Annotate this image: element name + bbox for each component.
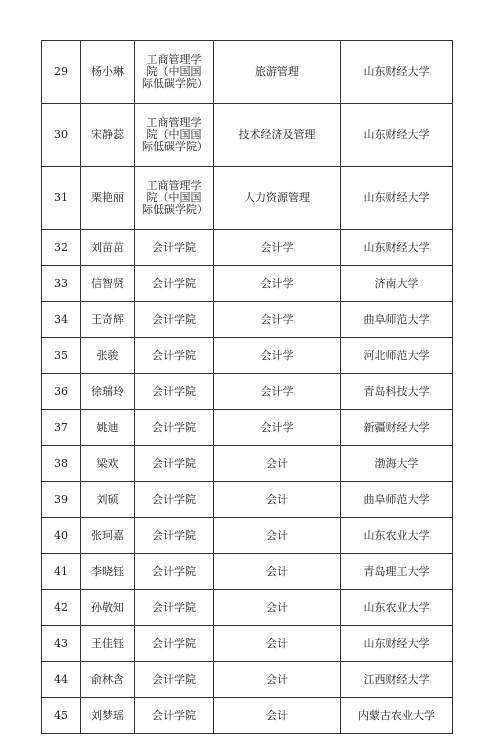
- graduate-school: 渤海大学: [341, 446, 453, 482]
- student-name: 刘硕: [81, 482, 135, 518]
- major: 会计: [214, 554, 341, 590]
- student-roster-table: [41, 40, 453, 734]
- college-name: 工商管理学院（中国国际低碳学院）: [142, 53, 208, 90]
- major: 会计: [214, 698, 341, 734]
- student-name: 姚迪: [81, 410, 135, 446]
- graduate-school: 济南大学: [341, 266, 453, 302]
- graduate-school: 曲阜师范大学: [341, 482, 453, 518]
- row-number: 43: [42, 626, 81, 662]
- row-number: 34: [42, 302, 81, 338]
- table-row: [42, 410, 453, 446]
- college-name: 会计学院: [135, 266, 214, 302]
- table-row: [42, 374, 453, 410]
- table-row: [42, 302, 453, 338]
- table-row: [42, 554, 453, 590]
- college-name: 会计学院: [135, 626, 214, 662]
- graduate-school: 山东财经大学: [341, 104, 453, 167]
- college-name: 工商管理学院（中国国际低碳学院）: [142, 116, 208, 153]
- major: 会计学: [214, 302, 341, 338]
- college-cell: [135, 104, 214, 167]
- row-number: 41: [42, 554, 81, 590]
- table-row: [42, 626, 453, 662]
- student-name: 栗艳丽: [81, 167, 135, 230]
- graduate-school: 山东财经大学: [341, 230, 453, 266]
- row-number: 33: [42, 266, 81, 302]
- student-name: 杨小琳: [81, 41, 135, 104]
- table-row: [42, 338, 453, 374]
- student-name: 俞林含: [81, 662, 135, 698]
- row-number: 44: [42, 662, 81, 698]
- row-number: 45: [42, 698, 81, 734]
- major: 会计学: [214, 410, 341, 446]
- college-name: 会计学院: [135, 338, 214, 374]
- major: 会计学: [214, 338, 341, 374]
- table-row: [42, 482, 453, 518]
- college-name: 工商管理学院（中国国际低碳学院）: [142, 179, 208, 216]
- major: 会计: [214, 446, 341, 482]
- graduate-school: 内蒙古农业大学: [341, 698, 453, 734]
- graduate-school: 山东财经大学: [341, 626, 453, 662]
- graduate-school: 山东财经大学: [341, 41, 453, 104]
- graduate-school: 山东农业大学: [341, 590, 453, 626]
- row-number: 32: [42, 230, 81, 266]
- graduate-school: 山东农业大学: [341, 518, 453, 554]
- college-name: 会计学院: [135, 518, 214, 554]
- major: 技术经济及管理: [214, 104, 341, 167]
- major: 会计学: [214, 374, 341, 410]
- table-row: [42, 590, 453, 626]
- row-number: 30: [42, 104, 81, 167]
- roster-body: [42, 41, 453, 734]
- graduate-school: 江西财经大学: [341, 662, 453, 698]
- row-number: 42: [42, 590, 81, 626]
- student-name: 梁欢: [81, 446, 135, 482]
- table-row: [42, 104, 453, 167]
- student-name: 信智贤: [81, 266, 135, 302]
- table-row: [42, 446, 453, 482]
- table-row: [42, 698, 453, 734]
- table-row: [42, 518, 453, 554]
- major: 会计: [214, 482, 341, 518]
- student-name: 李晓钰: [81, 554, 135, 590]
- college-name: 会计学院: [135, 554, 214, 590]
- row-number: 38: [42, 446, 81, 482]
- college-name: 会计学院: [135, 374, 214, 410]
- college-name: 会计学院: [135, 446, 214, 482]
- row-number: 31: [42, 167, 81, 230]
- college-name: 会计学院: [135, 230, 214, 266]
- major: 会计: [214, 626, 341, 662]
- graduate-school: 河北师范大学: [341, 338, 453, 374]
- graduate-school: 曲阜师范大学: [341, 302, 453, 338]
- major: 会计: [214, 518, 341, 554]
- major: 人力资源管理: [214, 167, 341, 230]
- student-name: 孙敬知: [81, 590, 135, 626]
- table-row: [42, 41, 453, 104]
- row-number: 37: [42, 410, 81, 446]
- major: 会计: [214, 662, 341, 698]
- row-number: 40: [42, 518, 81, 554]
- row-number: 39: [42, 482, 81, 518]
- major: 会计学: [214, 266, 341, 302]
- student-name: 宋静蕊: [81, 104, 135, 167]
- table-row: [42, 266, 453, 302]
- graduate-school: 山东财经大学: [341, 167, 453, 230]
- college-cell: [135, 41, 214, 104]
- college-name: 会计学院: [135, 302, 214, 338]
- student-name: 张骏: [81, 338, 135, 374]
- row-number: 36: [42, 374, 81, 410]
- college-name: 会计学院: [135, 482, 214, 518]
- college-cell: [135, 167, 214, 230]
- major: 会计: [214, 590, 341, 626]
- college-name: 会计学院: [135, 590, 214, 626]
- graduate-school: 青岛理工大学: [341, 554, 453, 590]
- table-row: [42, 167, 453, 230]
- table-row: [42, 662, 453, 698]
- major: 旅游管理: [214, 41, 341, 104]
- college-name: 会计学院: [135, 698, 214, 734]
- student-name: 刘梦瑶: [81, 698, 135, 734]
- student-name: 张珂嘉: [81, 518, 135, 554]
- graduate-school: 新疆财经大学: [341, 410, 453, 446]
- student-name: 王佳钰: [81, 626, 135, 662]
- table-row: [42, 230, 453, 266]
- major: 会计学: [214, 230, 341, 266]
- graduate-school: 青岛科技大学: [341, 374, 453, 410]
- row-number: 35: [42, 338, 81, 374]
- row-number: 29: [42, 41, 81, 104]
- student-name: 徐瑞玲: [81, 374, 135, 410]
- college-name: 会计学院: [135, 410, 214, 446]
- college-name: 会计学院: [135, 662, 214, 698]
- student-name: 刘苗苗: [81, 230, 135, 266]
- student-name: 王奇辉: [81, 302, 135, 338]
